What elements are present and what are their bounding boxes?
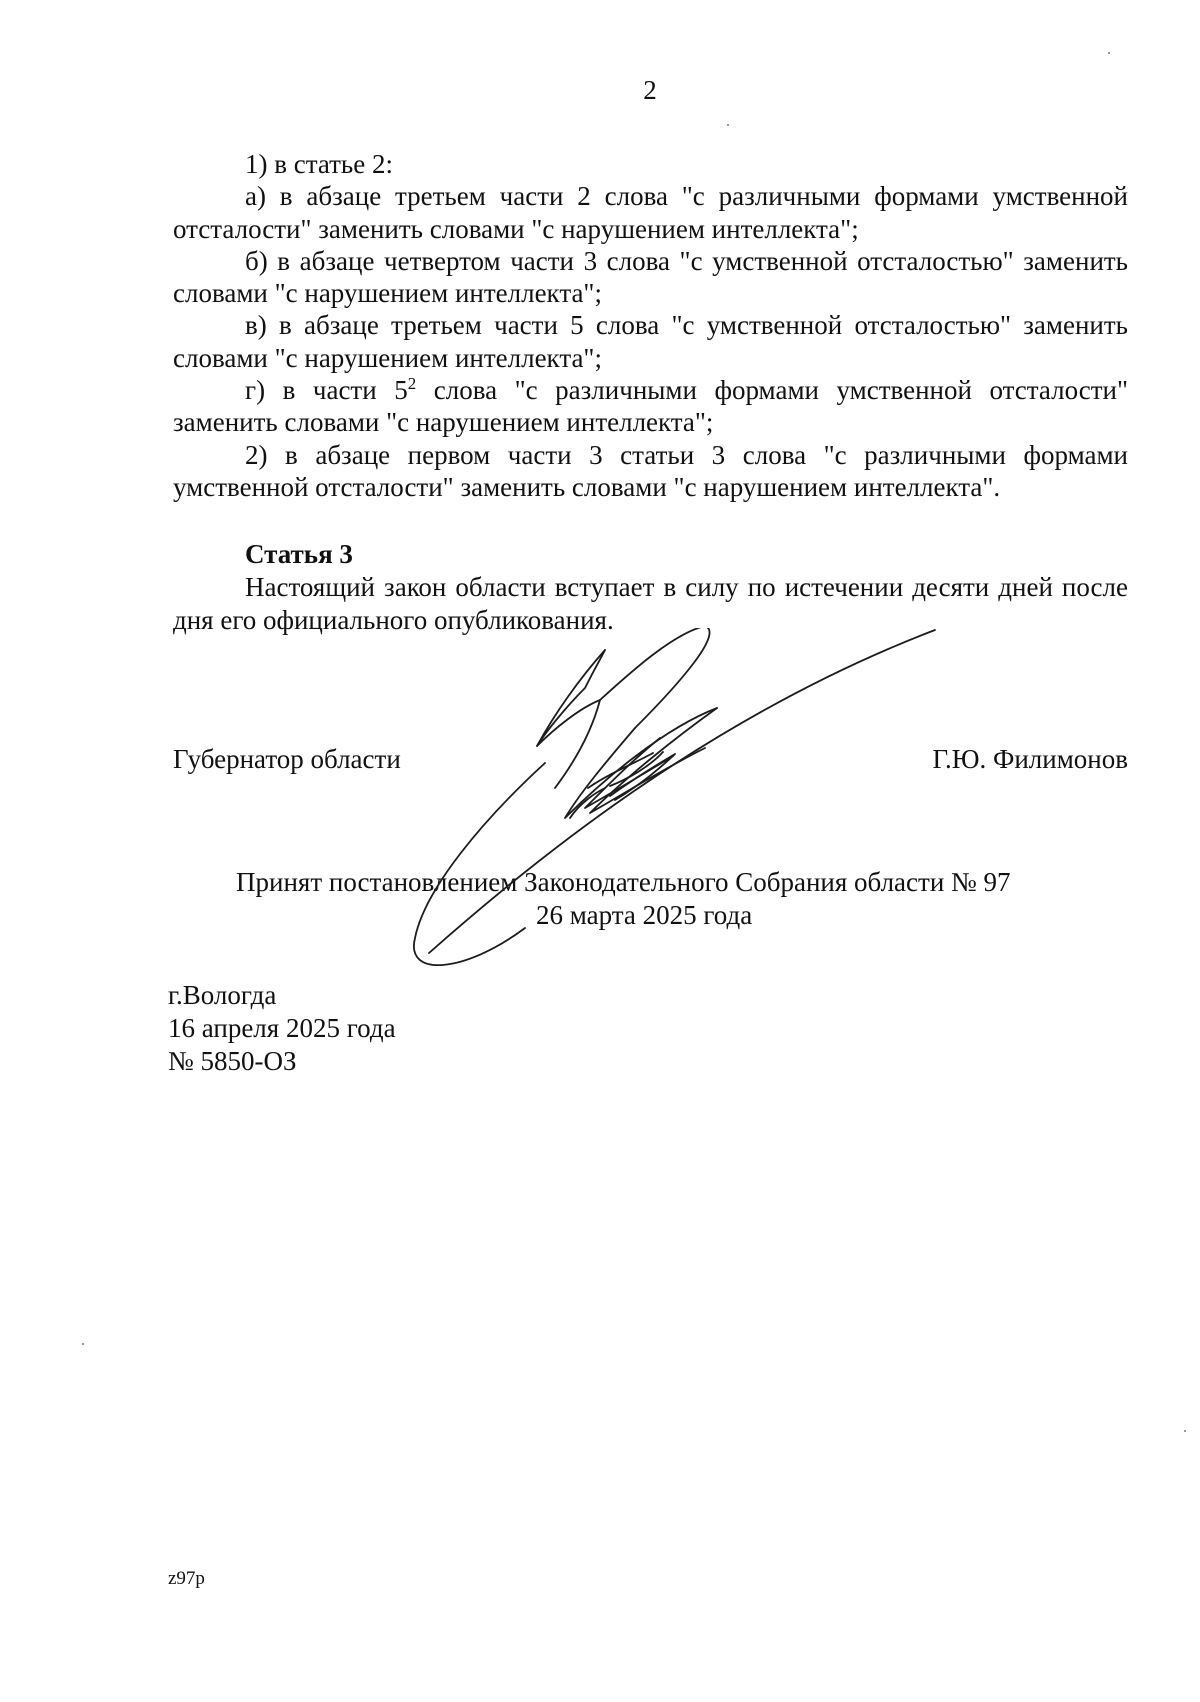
signatory-name: Г.Ю. Филимонов	[932, 744, 1128, 774]
paragraph-5	[173, 374, 1128, 439]
law-number: № 5850-ОЗ	[168, 1046, 297, 1076]
page-number: 2	[643, 75, 657, 105]
article-text: Настоящий закон области вступает в силу по истечении десяти дней после дня его официального опубликования.	[173, 572, 1128, 635]
signatory-position: Губернатор области	[173, 744, 401, 774]
article-3	[173, 538, 1128, 637]
paragraph-3: б) в абзаце четвертом части 3 слова "с умственной отсталостью" заменить словами "с нарушением интеллекта";	[173, 245, 1128, 309]
adoption-line-2: 26 марта 2025 года	[536, 900, 753, 930]
adoption-line-1: Принят постановлением Законодательного Собрания области № 97	[236, 867, 1011, 897]
document-code: z97p	[168, 1568, 205, 1589]
article-title: Статья 3	[245, 539, 353, 569]
signature-icon	[405, 628, 945, 980]
amendments-list	[173, 148, 1128, 503]
place: г.Вологда	[168, 980, 277, 1010]
law-date: 16 апреля 2025 года	[168, 1013, 396, 1043]
paragraph-5-start: г) в части 5	[245, 375, 408, 406]
place-date-block	[168, 979, 396, 1078]
paragraph-2: а) в абзаце третьем части 2 слова "с различными формами умственной отсталости" заменить словами "с нарушением интеллекта";	[173, 181, 1128, 244]
scan-speck	[1184, 1430, 1186, 1432]
scan-speck	[1108, 52, 1110, 54]
paragraph-6: 2) в абзаце первом части 3 статьи 3 слова "с различными формами умственной отсталости" заменить словами "с нарушением интеллекта".	[173, 439, 1128, 502]
superscript: 2	[407, 374, 417, 394]
paragraph-1: 1) в статье 2:	[245, 149, 393, 179]
paragraph-5-end: слова "с различными формами умственной отсталости" заменить словами "с нарушением интеллекта";	[173, 375, 1128, 438]
paragraph-4: в) в абзаце третьем части 5 слова "с умственной отсталостью" заменить словами "с нарушением интеллекта";	[173, 310, 1128, 373]
scan-speck	[82, 1343, 84, 1345]
scan-speck	[727, 124, 729, 126]
